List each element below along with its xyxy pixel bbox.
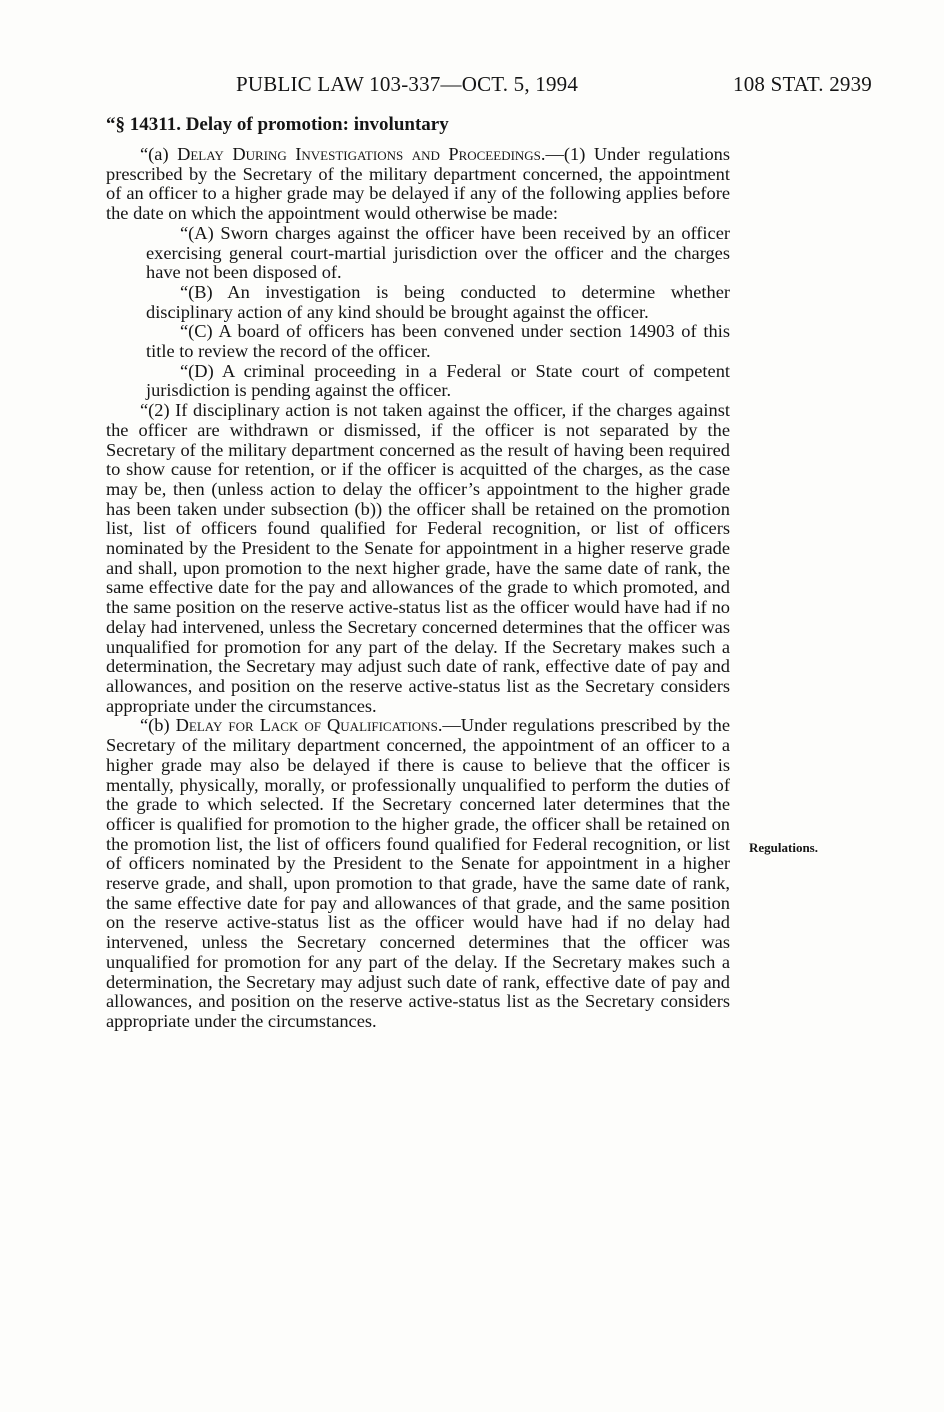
paragraph-a1 bbox=[106, 145, 730, 224]
paragraph-b-heading: Delay for Lack of Qualifications bbox=[175, 715, 438, 736]
paragraph-b-text: .—Under regulations prescribed by the Secretary of the military department concerned, the appointment of an officer to a higher grade may also be delayed if there is cause to believe that the officer is mentally, physically, morally, or professionally unqualified to perform the duties of the grade to which selected. If the Secretary concerned later determines that the officer is qualified for promotion to the higher grade, the officer shall be retained on the promotion list, the list of officers found qualified for Federal recognition, or list of officers nominated by the President to the Senate for appointment in a higher reserve grade, and shall, upon promotion to that grade, have the same date of rank, the same effective date for pay and allowances of that grade, and the same position on the reserve active-status list as the officer would have had if no delay had intervened, unless the Secretary concerned determines that the officer was unqualified for promotion for any part of the delay. If the Secretary makes such a determination, the Secretary may adjust such date of rank, effective date of pay and allowances, and position on the reserve active-status list as the Secretary considers appropriate under the circumstances. bbox=[106, 715, 730, 1031]
paragraph-a1-heading: Delay During Investigations and Proceedings bbox=[177, 144, 541, 164]
margin-note-regulations: Regulations. bbox=[749, 840, 818, 855]
statute-page-reference: 108 STAT. 2939 bbox=[733, 72, 872, 96]
subparagraph-A: “(A) Sworn charges against the officer have been received by an officer exercising general court-martial jurisdiction over the officer and the charges have not been disposed of. bbox=[146, 222, 730, 283]
paragraph-a1-text: .—(1) Under regulations prescribed by the Secretary of the military department concerned, the appointment of an officer to a higher grade may be delayed if any of the following applies before the date on which the appointment would otherwise be made: bbox=[106, 144, 731, 224]
subparagraph-C: “(C) A board of officers has been convened under section 14903 of this title to review the record of the officer. bbox=[146, 321, 730, 362]
paragraph-a1-prefix: “(a) bbox=[140, 144, 178, 164]
subparagraph-D: “(D) A criminal proceeding in a Federal or State court of competent jurisdiction is pending against the officer. bbox=[146, 360, 730, 401]
section-heading: “§ 14311. Delay of promotion: involuntary bbox=[106, 114, 449, 135]
law-title-header: PUBLIC LAW 103-337—OCT. 5, 1994 bbox=[236, 72, 579, 96]
paragraph-a2: “(2) If disciplinary action is not taken against the officer, if the charges against the officer are withdrawn or dismissed, if the officer is not separated by the Secretary of the military department concerned as the result of having been required to show cause for retention, or if the officer is acquitted of the charges, as the case may be, then (unless action to delay the officer’s appointment to the higher grade has been taken under subsection (b)) the officer shall be retained on the promotion list, list of officers found qualified for Federal recognition, or list of officers nominated by the President to the Senate for appointment in a higher reserve grade and shall, upon promotion to the next higher grade, have the same date of rank, the same effective date for the pay and allowances of the grade to which promoted, and the same position on the reserve active-status list as the officer would have had if no delay had intervened, unless the Secretary concerned determines that the officer was unqualified for promotion for any part of the delay. If the Secretary makes such a determination, the Secretary may adjust such date of rank, effective date of pay and allowances, and position on the reserve active-status list as the Secretary considers appropriate under the circumstances. bbox=[106, 400, 730, 716]
section-body bbox=[106, 145, 730, 1032]
subparagraph-B: “(B) An investigation is being conducted to determine whether disciplinary action of any kind should be brought against the officer. bbox=[146, 281, 730, 322]
paragraph-b bbox=[106, 716, 730, 1031]
paragraph-b-prefix: “(b) bbox=[140, 715, 176, 736]
